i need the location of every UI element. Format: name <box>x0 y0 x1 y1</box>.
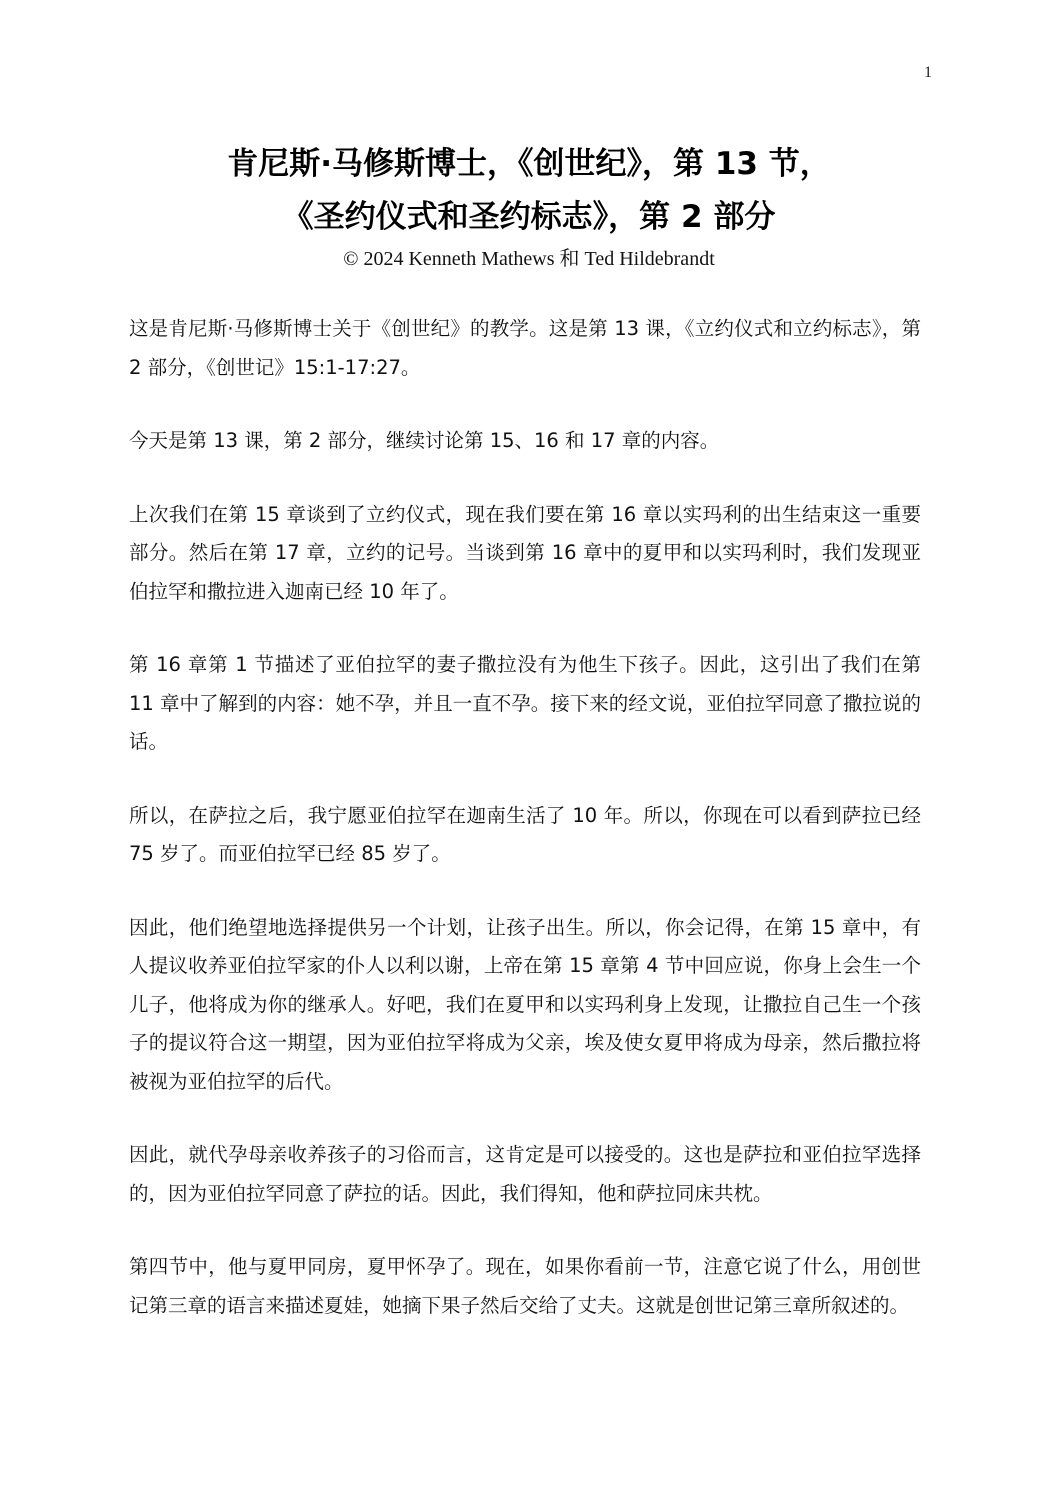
copyright-line: © 2024 Kenneth Mathews 和 Ted Hildebrandt <box>343 248 715 270</box>
paragraph-surrogate-custom: 因此，就代孕母亲收养孩子的习俗而言，这肯定是可以接受的。这也是萨拉和亚伯拉罕选择的，因为亚伯拉罕同意了萨拉的话。因此，我们得知，他和萨拉同床共枕。 <box>129 1143 921 1205</box>
title-block <box>100 138 958 272</box>
paragraph-chapter-16-verse-1: 第 16 章第 1 节描述了亚伯拉罕的妻子撒拉没有为他生下孩子。因此，这引出了我们在第 11 章中了解到的内容：她不孕，并且一直不孕。接下来的经文说，亚伯拉罕同意了撒拉说的话。 <box>129 653 921 753</box>
paragraph-today: 今天是第 13 课，第 2 部分，继续讨论第 15、16 和 17 章的内容。 <box>129 429 720 452</box>
document-body <box>129 310 921 1360</box>
paragraph-sarah-age: 所以，在萨拉之后，我宁愿亚伯拉罕在迦南生活了 10 年。所以，你现在可以看到萨拉已经 75 岁了。而亚伯拉罕已经 85 岁了。 <box>129 803 921 865</box>
paragraph-another-plan: 因此，他们绝望地选择提供另一个计划，让孩子出生。所以，你会记得，在第 15 章中，有人提议收养亚伯拉罕家的仆人以利以谢，上帝在第 15 章第 4 节中回应说，你身上会生一个儿子，他将成为你的继承人。好吧，我们在夏甲和以实玛利身上发现，让撒拉自己生一个孩子的提议符合这一期望，因为亚伯拉罕将成为父亲，埃及使女夏甲将成为母亲，然后撒拉将被视为亚伯拉罕的后代。 <box>129 915 921 1093</box>
paragraph-last-time: 上次我们在第 15 章谈到了立约仪式，现在我们要在第 16 章以实玛利的出生结束这一重要部分。然后在第 17 章，立约的记号。当谈到第 16 章中的夏甲和以实玛利时，我们发现亚伯拉罕和撒拉进入迦南已经 10 年了。 <box>129 502 921 603</box>
page-number: 1 <box>924 64 932 81</box>
title-line-1: 肯尼斯·马修斯博士，《创世纪》，第 13 节， <box>227 146 831 182</box>
paragraph-intro: 这是肯尼斯·马修斯博士关于《创世纪》的教学。这是第 13 课，《立约仪式和立约标志》，第 2 部分，《创世记》15:1-17:27。 <box>129 317 921 379</box>
paragraph-verse-4: 第四节中，他与夏甲同房，夏甲怀孕了。现在，如果你看前一节，注意它说了什么，用创世记第三章的语言来描述夏娃，她摘下果子然后交给了丈夫。这就是创世记第三章所叙述的。 <box>129 1255 921 1317</box>
title-line-2: 《圣约仪式和圣约标志》，第 2 部分 <box>282 199 776 235</box>
